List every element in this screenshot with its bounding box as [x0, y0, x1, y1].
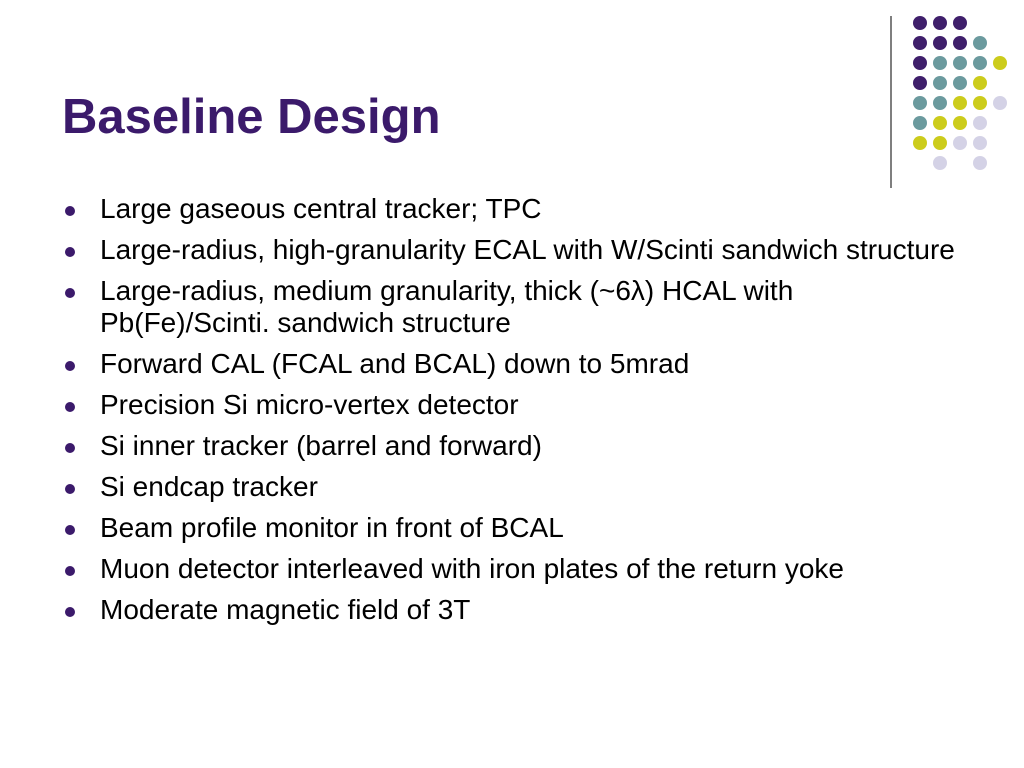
- decorative-dot: [953, 16, 967, 30]
- decorative-dot: [933, 96, 947, 110]
- decorative-dot: [913, 16, 927, 30]
- decorative-dot: [913, 56, 927, 70]
- bullet-marker-icon: [65, 607, 75, 617]
- bullet-item: [62, 553, 962, 585]
- bullet-marker-icon: [65, 566, 75, 576]
- decorative-dot: [973, 96, 987, 110]
- bullet-text: Forward CAL (FCAL and BCAL) down to 5mrad: [100, 348, 690, 379]
- bullet-text: Moderate magnetic field of 3T: [100, 594, 471, 625]
- decorative-dot: [933, 156, 947, 170]
- bullet-item: [62, 594, 962, 626]
- decorative-dot: [933, 76, 947, 90]
- decorative-dot: [953, 76, 967, 90]
- bullet-marker-icon: [65, 206, 75, 216]
- bullet-marker-icon: [65, 288, 75, 298]
- bullet-marker-icon: [65, 402, 75, 412]
- decorative-dot: [933, 36, 947, 50]
- decorative-dot: [913, 136, 927, 150]
- bullet-marker-icon: [65, 525, 75, 535]
- decorative-dot: [913, 36, 927, 50]
- bullet-text: Si inner tracker (barrel and forward): [100, 430, 542, 461]
- bullet-item: [62, 430, 962, 462]
- decorative-dot: [933, 56, 947, 70]
- decorative-dot: [933, 16, 947, 30]
- bullet-text: Muon detector interleaved with iron plates of the return yoke: [100, 553, 844, 584]
- bullet-marker-icon: [65, 484, 75, 494]
- decorative-dot: [913, 76, 927, 90]
- decorative-dot: [973, 36, 987, 50]
- bullet-text: Si endcap tracker: [100, 471, 318, 502]
- decorative-dot: [973, 56, 987, 70]
- decorative-dot: [973, 136, 987, 150]
- slide-title: Baseline Design: [62, 90, 441, 144]
- decorative-dot: [953, 116, 967, 130]
- decorative-dot: [953, 96, 967, 110]
- bullet-list: [62, 193, 962, 635]
- decorative-dot: [973, 76, 987, 90]
- decorative-dot: [913, 116, 927, 130]
- decorative-dot: [953, 56, 967, 70]
- bullet-item: [62, 512, 962, 544]
- bullet-text: Precision Si micro-vertex detector: [100, 389, 519, 420]
- bullet-text: Large-radius, medium granularity, thick (~6λ) HCAL with Pb(Fe)/Scinti. sandwich structure: [100, 275, 794, 338]
- decorative-dot: [953, 136, 967, 150]
- bullet-marker-icon: [65, 247, 75, 257]
- bullet-item: [62, 348, 962, 380]
- decorative-dot: [973, 156, 987, 170]
- bullet-item: [62, 193, 962, 225]
- decorative-dot: [913, 96, 927, 110]
- bullet-item: [62, 389, 962, 421]
- bullet-marker-icon: [65, 443, 75, 453]
- decorative-dot: [953, 36, 967, 50]
- decorative-dot: [973, 116, 987, 130]
- decorative-dot-grid: [0, 0, 1024, 200]
- decorative-dot: [993, 96, 1007, 110]
- decorative-dot: [933, 116, 947, 130]
- bullet-text: Large-radius, high-granularity ECAL with W/Scinti sandwich structure: [100, 234, 955, 265]
- bullet-text: Beam profile monitor in front of BCAL: [100, 512, 564, 543]
- bullet-item: [62, 275, 962, 339]
- decorative-dot: [933, 136, 947, 150]
- bullet-marker-icon: [65, 361, 75, 371]
- bullet-item: [62, 471, 962, 503]
- bullet-item: [62, 234, 962, 266]
- decorative-dot: [993, 56, 1007, 70]
- bullet-text: Large gaseous central tracker; TPC: [100, 193, 542, 224]
